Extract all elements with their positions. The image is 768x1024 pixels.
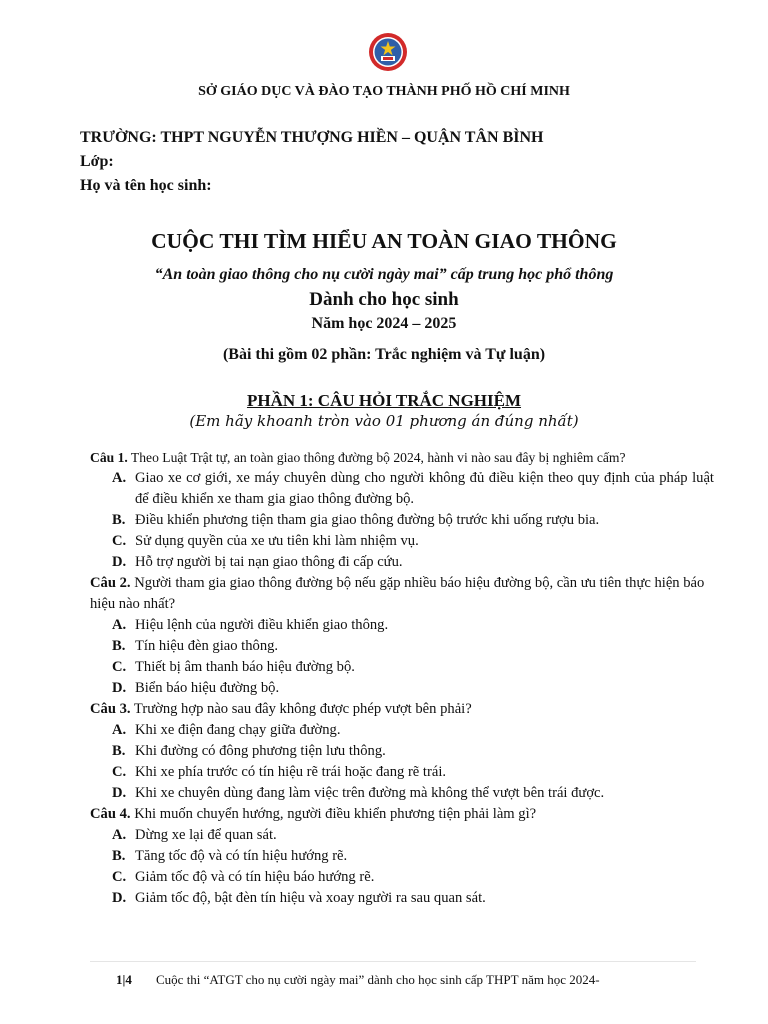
- option-text: Giảm tốc độ và có tín hiệu báo hướng rẽ.: [135, 869, 375, 885]
- question-list: [90, 447, 714, 909]
- option-letter: D.: [112, 554, 127, 570]
- option-letter: B.: [112, 638, 126, 654]
- answer-option[interactable]: [90, 552, 714, 573]
- answer-option[interactable]: [90, 720, 714, 741]
- option-letter: A.: [112, 617, 127, 633]
- option-text: Giảm tốc độ, bật đèn tín hiệu và xoay người ra sau quan sát.: [135, 890, 486, 906]
- option-text: Khi xe phía trước có tín hiệu rẽ trái hoặc đang rẽ trái.: [135, 764, 447, 780]
- option-text: Sử dụng quyền của xe ưu tiên khi làm nhiệm vụ.: [135, 533, 419, 549]
- option-letter: D.: [112, 890, 127, 906]
- student-name-label: Họ và tên học sinh:: [80, 177, 212, 194]
- option-letter: C.: [112, 533, 127, 549]
- option-text: Tăng tốc độ và có tín hiệu hướng rẽ.: [135, 848, 348, 864]
- answer-option[interactable]: [90, 741, 714, 762]
- question: [90, 699, 714, 720]
- question-text: Trường hợp nào sau đây không được phép vượt bên phải?: [130, 701, 472, 717]
- answer-option[interactable]: [90, 510, 714, 531]
- option-text: Điều khiển phương tiện tham gia giao thông đường bộ trước khi uống rượu bia.: [135, 512, 600, 528]
- option-letter: B.: [112, 848, 126, 864]
- option-letter: B.: [112, 743, 126, 759]
- footer-text: Cuộc thi “ATGT cho nụ cười ngày mai” dành cho học sinh cấp THPT năm học 2024-: [156, 972, 600, 987]
- page-number: 1|4: [116, 972, 132, 987]
- class-label: Lớp:: [80, 153, 114, 170]
- option-letter: C.: [112, 764, 127, 780]
- option-letter: D.: [112, 680, 127, 696]
- answer-option[interactable]: [90, 867, 714, 888]
- question: [90, 573, 714, 615]
- section-title-text: PHẦN 1: CÂU HỎI TRẮC NGHIỆM: [246, 391, 522, 410]
- option-text: Dừng xe lại để quan sát.: [135, 827, 277, 843]
- section-title: [0, 391, 768, 411]
- option-letter: B.: [112, 512, 126, 528]
- contest-subtitle: [0, 266, 768, 284]
- option-text: Tín hiệu đèn giao thông.: [135, 638, 279, 654]
- contest-title: CUỘC THI TÌM HIỂU AN TOÀN GIAO THÔNG: [151, 229, 617, 253]
- question-number: Câu 3.: [90, 701, 131, 717]
- question-number: Câu 2.: [90, 575, 131, 591]
- answer-option[interactable]: [90, 888, 714, 909]
- answer-option[interactable]: [90, 762, 714, 783]
- option-letter: C.: [112, 869, 127, 885]
- option-letter: D.: [112, 785, 127, 801]
- school-name: TRƯỜNG: THPT NGUYỄN THƯỢNG HIỀN – QUẬN TÂN BÌNH: [80, 129, 544, 146]
- section-instruction: (Em hãy khoanh tròn vào 01 phương án đúng nhất): [189, 412, 579, 430]
- answer-option[interactable]: [90, 846, 714, 867]
- option-letter: C.: [112, 659, 127, 675]
- footer: [116, 972, 600, 988]
- subtitle-quote: “An toàn giao thông cho nụ cười ngày mai”: [154, 266, 447, 283]
- option-letter: A.: [112, 470, 127, 486]
- department-name: SỞ GIÁO DỤC VÀ ĐÀO TẠO THÀNH PHỐ HỒ CHÍ MINH: [198, 84, 570, 99]
- question-text: Người tham gia giao thông đường bộ nếu gặp nhiều báo hiệu đường bộ, cần ưu tiên thực hiện báo hiệu nào nhất?: [90, 575, 705, 612]
- exam-parts: (Bài thi gồm 02 phần: Trắc nghiệm và Tự luận): [222, 346, 546, 363]
- answer-option[interactable]: [90, 468, 714, 510]
- option-letter: A.: [112, 722, 127, 738]
- option-text: Khi xe điện đang chạy giữa đường.: [135, 722, 341, 738]
- answer-option[interactable]: [90, 636, 714, 657]
- option-text: Hiệu lệnh của người điều khiển giao thông.: [135, 617, 389, 633]
- answer-option[interactable]: [90, 615, 714, 636]
- audience: Dành cho học sinh: [309, 289, 459, 310]
- question-number: Câu 4.: [90, 806, 131, 822]
- footer-divider: [90, 961, 696, 962]
- answer-option[interactable]: [90, 783, 714, 804]
- answer-option[interactable]: [90, 531, 714, 552]
- subtitle-rest: cấp trung học phổ thông: [446, 266, 614, 283]
- answer-option[interactable]: [90, 678, 714, 699]
- option-text: Hỗ trợ người bị tai nạn giao thông đi cấp cứu.: [135, 554, 403, 570]
- question: [90, 447, 714, 468]
- option-letter: A.: [112, 827, 127, 843]
- question-number: Câu 1.: [90, 450, 128, 465]
- question-text: Khi muốn chuyển hướng, người điều khiển phương tiện phải làm gì?: [130, 806, 537, 822]
- school-year: Năm học 2024 – 2025: [311, 315, 457, 332]
- question: [90, 804, 714, 825]
- answer-option[interactable]: [90, 657, 714, 678]
- option-text: Giao xe cơ giới, xe máy chuyên dùng cho người không đủ điều kiện theo quy định của pháp luật để điều khiển xe tham gia giao thông đường bộ.: [135, 470, 714, 507]
- question-text: Theo Luật Trật tự, an toàn giao thông đường bộ 2024, hành vi nào sau đây bị nghiêm cấm?: [127, 450, 626, 465]
- option-text: Thiết bị âm thanh báo hiệu đường bộ.: [135, 659, 355, 675]
- option-text: Khi xe chuyên dùng đang làm việc trên đường mà không thể vượt bên trái được.: [135, 785, 605, 801]
- option-text: Khi đường có đông phương tiện lưu thông.: [135, 743, 386, 759]
- answer-option[interactable]: [90, 825, 714, 846]
- school-emblem-icon: [368, 32, 408, 72]
- option-text: Biển báo hiệu đường bộ.: [135, 680, 280, 696]
